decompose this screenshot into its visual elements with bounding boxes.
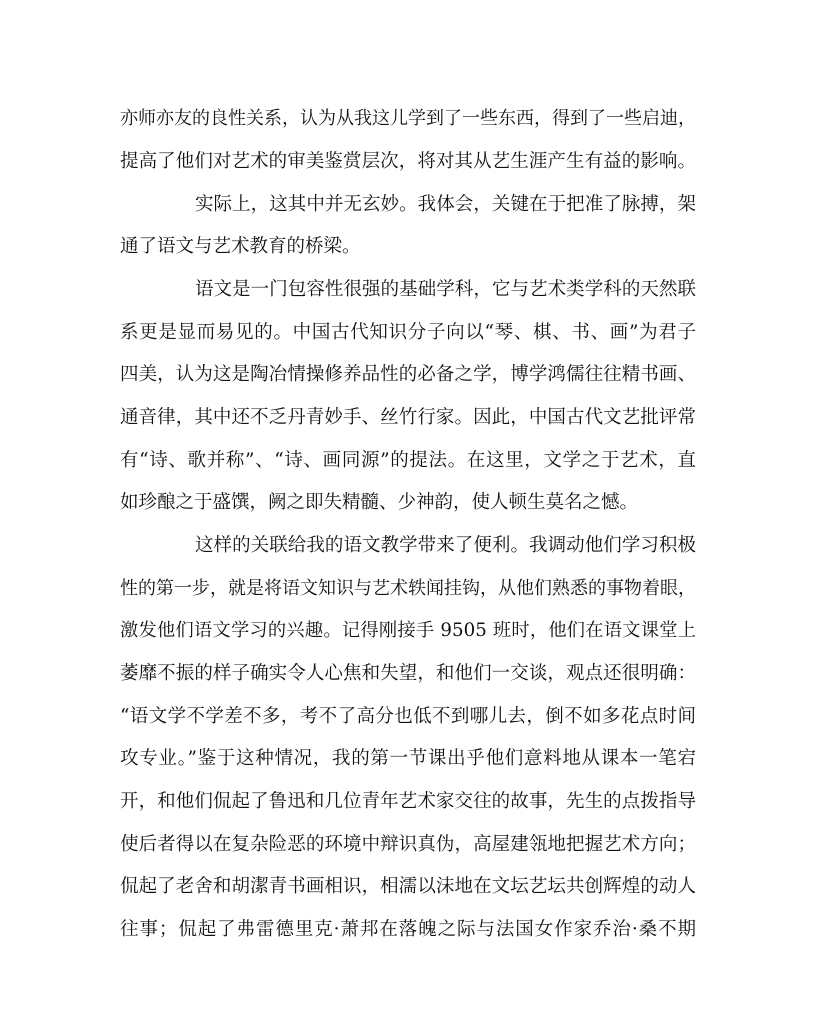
text-line-18: 使后者得以在复杂险恶的环境中辩识真伪，高屋建瓴地把握艺术方向； — [120, 834, 696, 855]
text-line-12: 性的第一步，就是将语文知识与艺术轶闻挂钩，从他们熟悉的事物着眼， — [120, 578, 696, 599]
text-line-1: 亦师亦友的良性关系，认为从我这儿学到了一些东西，得到了一些启迪， — [120, 108, 696, 129]
text-line-20: 往事；侃起了弗雷德里克·萧邦在落魄之际与法国女作家乔治·桑不期 — [120, 919, 696, 940]
text-line-19: 侃起了老舍和胡潔青书画相识，相濡以沫地在文坛艺坛共创辉煌的动人 — [120, 876, 696, 897]
text-line-13: 激发他们语文学习的兴趣。记得刚接手 9505 班时，他们在语文课堂上 — [120, 620, 696, 641]
text-line-8: 通音律，其中还不乏丹青妙手、丝竹行家。因此，中国古代文艺批评常 — [120, 407, 696, 428]
text-line-6: 系更是显而易见的。中国古代知识分子向以“琴、棋、书、画”为君子 — [120, 322, 696, 343]
text-line-3: 实际上，这其中并无玄妙。我体会，关键在于把准了脉搏，架 — [195, 194, 696, 215]
text-line-9: 有“诗、歌并称”、“诗、画同源”的提法。在这里，文学之于艺术，直 — [120, 450, 696, 471]
text-line-7: 四美，认为这是陶冶情操修养品性的必备之学，博学鸿儒往往精书画、 — [120, 364, 696, 385]
text-line-15: “语文学不学差不多，考不了高分也低不到哪儿去，倒不如多花点时间 — [120, 706, 696, 727]
text-line-16: 攻专业。”鉴于这种情况，我的第一节课出乎他们意料地从课本一笔宕 — [120, 748, 696, 769]
text-line-5: 语文是一门包容性很强的基础学科，它与艺术类学科的天然联 — [195, 279, 696, 300]
text-line-14: 萎靡不振的样子确实令人心焦和失望，和他们一交谈，观点还很明确： — [120, 663, 696, 684]
text-line-11: 这样的关联给我的语文教学带来了便利。我调动他们学习积极 — [195, 535, 696, 556]
text-line-2: 提高了他们对艺术的审美鉴赏层次，将对其从艺生涯产生有益的影响。 — [120, 151, 696, 172]
text-line-4: 通了语文与艺术教育的桥梁。 — [120, 236, 361, 257]
text-line-10: 如珍酿之于盛馔，阙之即失精髓、少神韵，使人顿生莫名之憾。 — [120, 492, 639, 513]
text-line-17: 开，和他们侃起了鲁迅和几位青年艺术家交往的故事，先生的点拨指导 — [120, 791, 696, 812]
